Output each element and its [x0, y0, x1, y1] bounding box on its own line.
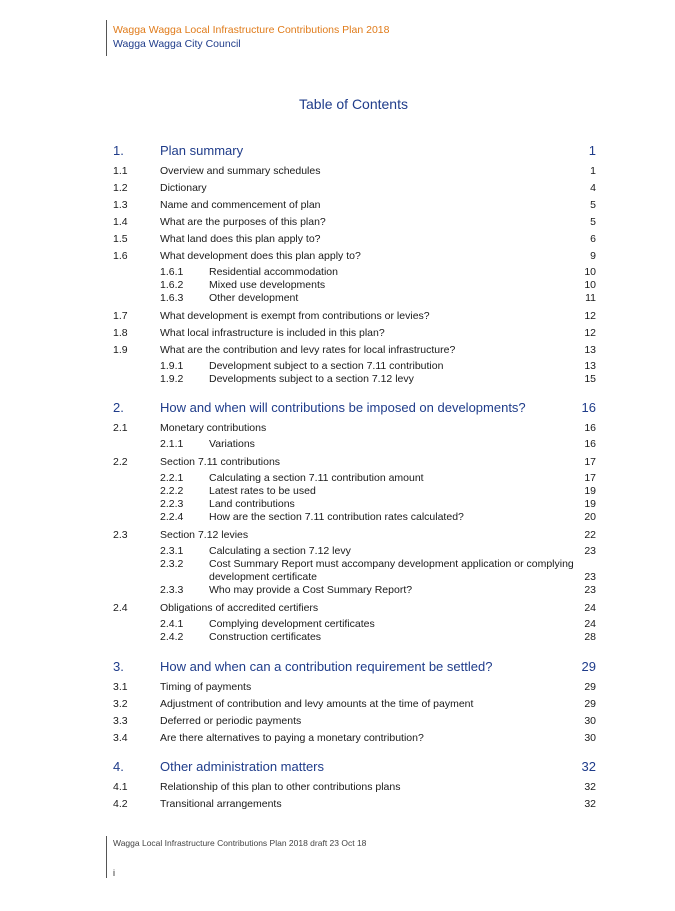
toc-subentry-number: 1.6.1 — [160, 266, 184, 278]
toc-entry-title: Relationship of this plan to other contributions plans — [160, 781, 401, 793]
toc-entry-page: 29 — [584, 681, 596, 693]
toc-entry-page: 1 — [590, 165, 596, 177]
toc-subentry-number: 2.2.2 — [160, 485, 184, 497]
toc-entry[interactable] — [113, 180, 596, 197]
toc-entry-title: Dictionary — [160, 182, 207, 194]
toc-entry[interactable] — [113, 679, 596, 696]
toc-section-entry[interactable] — [113, 757, 596, 777]
toc-subentry-number: 2.4.1 — [160, 618, 184, 630]
toc-entry-page: 32 — [584, 798, 596, 810]
toc-entry-number: 1.9 — [113, 344, 128, 356]
toc-section-entry[interactable] — [113, 398, 596, 418]
toc-entry-title: What local infrastructure is included in this plan? — [160, 327, 385, 339]
toc-subentry[interactable] — [113, 545, 596, 558]
toc-entry-number: 4.2 — [113, 798, 128, 810]
toc-subentry-page: 10 — [584, 266, 596, 278]
toc-entry-title: What development is exempt from contributions or levies? — [160, 310, 430, 322]
footer-rule — [106, 836, 107, 878]
table-of-contents — [113, 141, 596, 813]
toc-subentry-number: 2.3.1 — [160, 545, 184, 557]
toc-entry-page: 5 — [590, 199, 596, 211]
toc-subentry-number: 1.6.2 — [160, 279, 184, 291]
toc-subentry-number: 1.9.1 — [160, 360, 184, 372]
header-rule — [106, 20, 107, 56]
toc-subentry-number: 2.3.2 — [160, 558, 184, 570]
toc-entry-page: 13 — [584, 344, 596, 356]
toc-entry-title: Obligations of accredited certifiers — [160, 602, 319, 614]
toc-entry-number: 1.3 — [113, 199, 128, 211]
toc-subentry-title: Cost Summary Report must accompany development application or complying — [209, 558, 574, 570]
toc-subentry-title: Mixed use developments — [209, 279, 326, 291]
toc-entry-page: 9 — [590, 250, 596, 262]
toc-entry-page: 17 — [584, 456, 596, 468]
toc-entry-number: 2.4 — [113, 602, 128, 614]
toc-entry-title: What development does this plan apply to? — [160, 250, 361, 262]
toc-section-page: 1 — [588, 143, 596, 158]
toc-entry[interactable] — [113, 231, 596, 248]
toc-entry-title: Timing of payments — [160, 681, 252, 693]
toc-entry-page: 22 — [584, 529, 596, 541]
toc-section-title: Plan summary — [160, 143, 244, 158]
toc-entry-number: 1.2 — [113, 182, 128, 194]
toc-subentry[interactable] — [113, 618, 596, 631]
toc-entry[interactable] — [113, 214, 596, 231]
toc-subentry-page: 19 — [584, 498, 596, 510]
toc-entry-number: 2.3 — [113, 529, 128, 541]
toc-entry[interactable] — [113, 454, 596, 471]
toc-entry-number: 1.1 — [113, 165, 128, 177]
toc-entry[interactable] — [113, 713, 596, 730]
toc-subentry-page: 23 — [584, 571, 596, 583]
toc-section-number: 3. — [113, 659, 124, 674]
toc-entry-number: 3.2 — [113, 698, 128, 710]
footer-text: Wagga Local Infrastructure Contributions Plan 2018 draft 23 Oct 18 — [113, 838, 367, 848]
toc-entry-number: 1.5 — [113, 233, 128, 245]
toc-entry[interactable] — [113, 163, 596, 180]
toc-subentry-page: 13 — [584, 360, 596, 372]
toc-entry-number: 4.1 — [113, 781, 128, 793]
toc-entry[interactable] — [113, 325, 596, 342]
toc-entry[interactable] — [113, 248, 596, 265]
toc-subentry[interactable] — [113, 558, 596, 584]
toc-entry[interactable] — [113, 342, 596, 359]
toc-entry-page: 5 — [590, 216, 596, 228]
document-header-subtitle: Wagga Wagga City Council — [113, 38, 241, 50]
toc-entry-title: Monetary contributions — [160, 422, 267, 434]
toc-subentry-number: 1.6.3 — [160, 292, 184, 304]
toc-subentry-title: Residential accommodation — [209, 266, 338, 278]
toc-subentry-number: 2.4.2 — [160, 631, 184, 643]
document-header-title: Wagga Wagga Local Infrastructure Contributions Plan 2018 — [113, 24, 390, 36]
page-number: i — [113, 868, 115, 878]
toc-subentry-number: 2.1.1 — [160, 438, 184, 450]
toc-subentry-page: 15 — [584, 373, 596, 385]
toc-entry-title: Name and commencement of plan — [160, 199, 321, 211]
toc-entry-number: 3.4 — [113, 732, 128, 744]
toc-subentry-title: Complying development certificates — [209, 618, 375, 630]
toc-subentry-number: 2.2.1 — [160, 472, 184, 484]
toc-subentry-page: 19 — [584, 485, 596, 497]
toc-subentry-number: 2.2.4 — [160, 511, 184, 523]
toc-entry-page: 6 — [590, 233, 596, 245]
toc-subentry[interactable] — [113, 631, 596, 644]
toc-entry-title: Transitional arrangements — [160, 798, 282, 810]
toc-subentry-title: Construction certificates — [209, 631, 322, 643]
toc-subentry-title: Variations — [209, 438, 255, 450]
toc-entry-page: 12 — [584, 327, 596, 339]
toc-title: Table of Contents — [299, 96, 408, 112]
toc-subentry-page: 16 — [584, 438, 596, 450]
toc-entry-number: 3.3 — [113, 715, 128, 727]
toc-entry-page: 4 — [590, 182, 596, 194]
toc-subentry-page: 23 — [584, 584, 596, 596]
toc-subentry-title: Land contributions — [209, 498, 295, 510]
toc-subentry[interactable] — [113, 292, 596, 305]
toc-entry[interactable] — [113, 308, 596, 325]
toc-entry-page: 12 — [584, 310, 596, 322]
toc-subentry-page: 28 — [584, 631, 596, 643]
toc-section-title: How and when will contributions be imposed on developments? — [160, 400, 526, 415]
toc-entry[interactable] — [113, 197, 596, 214]
toc-subentry-title: Who may provide a Cost Summary Report? — [209, 584, 413, 596]
toc-entry-title: Adjustment of contribution and levy amounts at the time of payment — [160, 698, 474, 710]
toc-subentry-title-continued: development certificate — [209, 571, 317, 583]
toc-entry-number: 1.6 — [113, 250, 128, 262]
toc-section-page: 29 — [581, 659, 596, 674]
toc-subentry-page: 17 — [584, 472, 596, 484]
toc-subentry-number: 2.3.3 — [160, 584, 184, 596]
toc-entry-page: 32 — [584, 781, 596, 793]
toc-entry-number: 2.1 — [113, 422, 128, 434]
toc-subentry-title: Other development — [209, 292, 299, 304]
toc-subentry-title: Developments subject to a section 7.12 levy — [209, 373, 414, 385]
toc-section-entry[interactable] — [113, 657, 596, 677]
toc-section-page: 16 — [581, 400, 596, 415]
toc-subentry-page: 23 — [584, 545, 596, 557]
toc-entry-page: 16 — [584, 422, 596, 434]
toc-entry-title: What are the contribution and levy rates for local infrastructure? — [160, 344, 456, 356]
toc-entry-title: Are there alternatives to paying a monetary contribution? — [160, 732, 424, 744]
toc-entry-number: 1.8 — [113, 327, 128, 339]
toc-subentry[interactable] — [113, 360, 596, 373]
toc-section-title: How and when can a contribution requirement be settled? — [160, 659, 493, 674]
toc-entry-page: 30 — [584, 715, 596, 727]
toc-entry-page: 30 — [584, 732, 596, 744]
toc-section-page: 32 — [581, 759, 596, 774]
toc-subentry-title: How are the section 7.11 contribution rates calculated? — [209, 511, 464, 523]
toc-entry-number: 1.7 — [113, 310, 128, 322]
toc-entry-title: What are the purposes of this plan? — [160, 216, 326, 228]
toc-entry[interactable] — [113, 779, 596, 796]
toc-subentry-number: 2.2.3 — [160, 498, 184, 510]
toc-subentry-title: Calculating a section 7.12 levy — [209, 545, 351, 557]
toc-section-number: 4. — [113, 759, 124, 774]
toc-subentry-title: Calculating a section 7.11 contribution amount — [209, 472, 424, 484]
toc-entry-title: Section 7.12 levies — [160, 529, 249, 541]
toc-subentry[interactable] — [113, 511, 596, 524]
toc-subentry[interactable] — [113, 584, 596, 597]
toc-entry-page: 24 — [584, 602, 596, 614]
toc-section-title: Other administration matters — [160, 759, 325, 774]
toc-entry-page: 29 — [584, 698, 596, 710]
toc-section-number: 1. — [113, 143, 124, 158]
toc-subentry[interactable] — [113, 438, 596, 451]
toc-section-entry[interactable] — [113, 141, 596, 161]
toc-subentry-title: Latest rates to be used — [209, 485, 316, 497]
toc-entry[interactable] — [113, 600, 596, 617]
toc-entry-title: Deferred or periodic payments — [160, 715, 302, 727]
toc-subentry-page: 11 — [585, 292, 596, 304]
toc-subentry[interactable] — [113, 485, 596, 498]
toc-entry-number: 3.1 — [113, 681, 128, 693]
toc-subentry[interactable] — [113, 266, 596, 279]
toc-entry[interactable] — [113, 696, 596, 713]
toc-entry-number: 2.2 — [113, 456, 128, 468]
toc-subentry-title: Development subject to a section 7.11 contribution — [209, 360, 444, 372]
toc-entry-number: 1.4 — [113, 216, 128, 228]
toc-entry-title: What land does this plan apply to? — [160, 233, 321, 245]
toc-subentry[interactable] — [113, 279, 596, 292]
toc-section-number: 2. — [113, 400, 124, 415]
toc-entry[interactable] — [113, 730, 596, 747]
toc-entry[interactable] — [113, 420, 596, 437]
toc-entry-title: Overview and summary schedules — [160, 165, 321, 177]
toc-subentry[interactable] — [113, 472, 596, 485]
toc-subentry[interactable] — [113, 498, 596, 511]
toc-subentry-number: 1.9.2 — [160, 373, 184, 385]
toc-entry[interactable] — [113, 796, 596, 813]
toc-entry-title: Section 7.11 contributions — [160, 456, 281, 468]
toc-subentry[interactable] — [113, 373, 596, 386]
toc-entry[interactable] — [113, 527, 596, 544]
toc-subentry-page: 20 — [584, 511, 596, 523]
toc-subentry-page: 10 — [584, 279, 596, 291]
toc-subentry-page: 24 — [584, 618, 596, 630]
